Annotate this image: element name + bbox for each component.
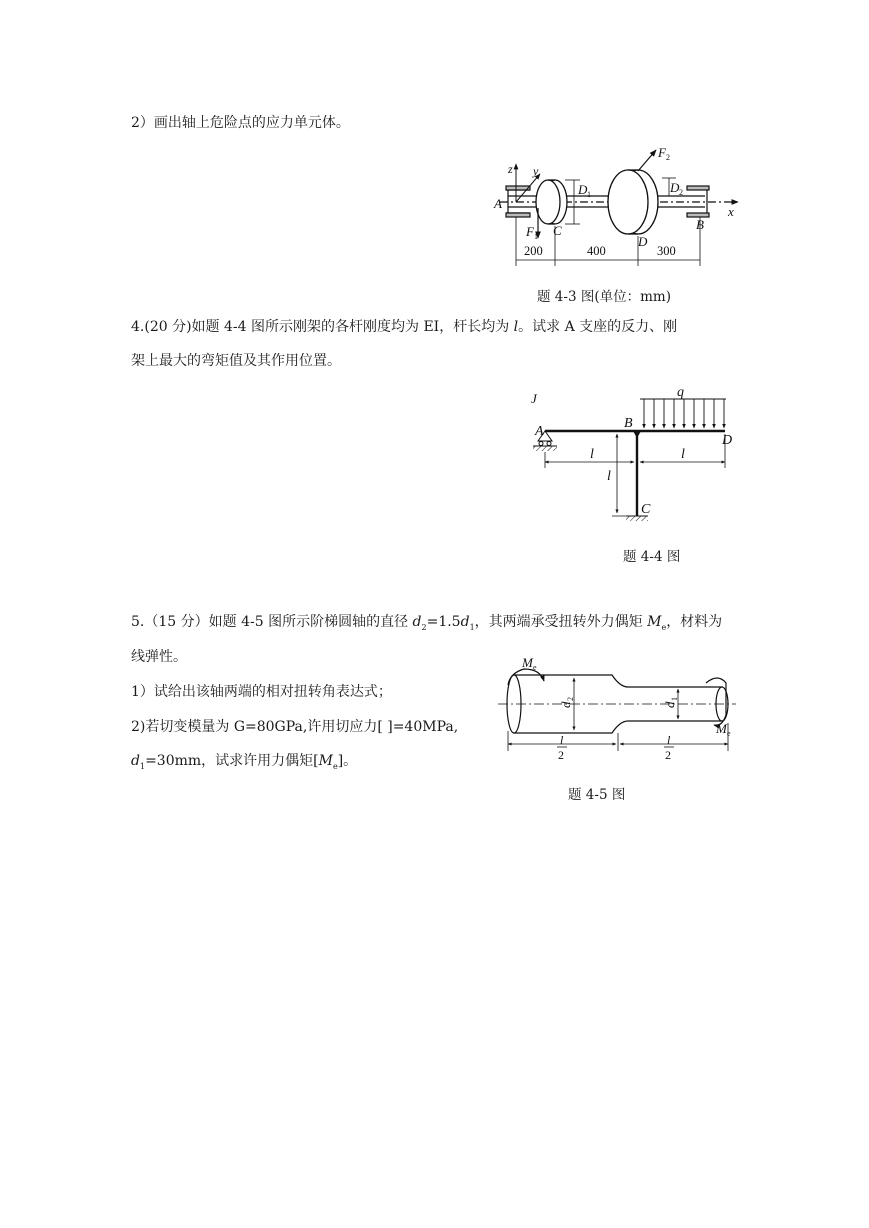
label-c: C (641, 502, 651, 517)
label-2-right: 2 (665, 748, 671, 762)
q4-line1-tail: 。试求 A 支座的反力、刚 (518, 319, 678, 335)
label-d2-sub: 2 (566, 697, 575, 701)
label-q: q (677, 385, 684, 400)
label-f1: F (526, 224, 534, 239)
q5-var-me: M (647, 614, 662, 630)
label-c: C (553, 223, 562, 238)
q3-sub2-text: 2）画出轴上危险点的应力单元体。 (131, 115, 350, 131)
q4-line2: 架上最大的弯矩值及其作用位置。 (131, 353, 341, 369)
q5-line4: 2)若切变模量为 G=80GPa,许用切应力[ ]=40MPa, (131, 719, 459, 735)
dim-300: 300 (657, 244, 676, 258)
q4-line1 (131, 318, 677, 336)
caption-4-5: 题 4-5 图 (568, 787, 626, 803)
label-d: D (722, 433, 733, 448)
label-d2: D (670, 180, 680, 195)
label-d1: D (578, 182, 588, 197)
label-d: D (638, 234, 648, 249)
figure-4-3 (490, 138, 750, 273)
q4-line1-text: 4.(20 分)如题 4-4 图所示刚架的各杆刚度均为 EI，杆长均为 (131, 319, 514, 335)
label-me-bot: M (716, 721, 727, 736)
label-f1-sub: 1 (534, 232, 538, 241)
pulley-d (608, 170, 658, 234)
label-d1-sub: 1 (587, 190, 591, 199)
label-y: y (533, 164, 539, 178)
caption-4-3: 题 4-3 图(单位：mm) (537, 289, 671, 305)
q5-line3: 1）试给出该轴两端的相对扭转角表达式； (131, 684, 392, 700)
label-f2-sub: 2 (666, 153, 670, 162)
label-f2: F (658, 145, 666, 160)
q5-line2: 线弹性。 (131, 649, 187, 665)
q5-var-d1: d (460, 614, 470, 630)
q5-line1-c: ，其两端承受扭转外力偶矩 (474, 614, 648, 630)
q5-line1 (131, 613, 722, 637)
q5-line1-d: ，材料为 (666, 614, 723, 630)
label-d1-sub: 1 (670, 697, 679, 701)
label-l-ab: l (590, 447, 594, 462)
q5-var-d2: d (412, 614, 422, 630)
q5-var-me-sub: e (661, 622, 667, 632)
q5-var-me-b: M (318, 753, 333, 769)
label-me-top-sub: e (533, 663, 537, 672)
label-d2-sub: 2 (679, 188, 683, 197)
q5-var-d1-b-sub: 1 (139, 761, 146, 771)
label-l-right: l (667, 733, 671, 747)
label-j: J (531, 391, 537, 406)
label-me-top: M (522, 655, 533, 670)
q5-line1-b: =1.5 (426, 614, 461, 630)
pulley-c (536, 180, 567, 224)
q5-line5-end: ]。 (337, 753, 358, 769)
dim-200: 200 (524, 244, 543, 258)
q5-var-d1-sub: 1 (469, 622, 475, 632)
distributed-load (640, 399, 726, 428)
q4-var-l: l (513, 319, 519, 335)
label-d2: d (558, 701, 573, 708)
label-d1: d (662, 701, 677, 708)
label-me-bot-sub: e (727, 729, 731, 738)
label-2-left: 2 (558, 748, 564, 762)
caption-4-4: 题 4-4 图 (623, 549, 681, 565)
q5-line1-a: 5.（15 分）如题 4-5 图所示阶梯圆轴的直径 (131, 614, 413, 630)
frame (545, 431, 725, 516)
label-b: B (696, 217, 704, 232)
figure-4-5 (494, 653, 740, 768)
q5-line5 (131, 752, 357, 776)
q5-var-me-b-sub: e (332, 761, 338, 771)
label-x: x (728, 204, 734, 219)
label-l-left: l (560, 733, 564, 747)
label-l-bd: l (681, 447, 685, 462)
label-l-bc: l (607, 469, 611, 484)
q5-var-d2-sub: 2 (421, 622, 427, 632)
joint-b (633, 431, 641, 438)
label-a: A (494, 196, 502, 211)
dim-400: 400 (587, 244, 606, 258)
figure-4-4 (520, 382, 740, 532)
label-z: z (508, 162, 513, 176)
q5-line5-text: =30mm，试求许用力偶矩[ (145, 753, 319, 769)
label-a: A (535, 424, 544, 439)
q5-var-d1-b: d (131, 753, 140, 769)
label-b: B (624, 416, 633, 431)
